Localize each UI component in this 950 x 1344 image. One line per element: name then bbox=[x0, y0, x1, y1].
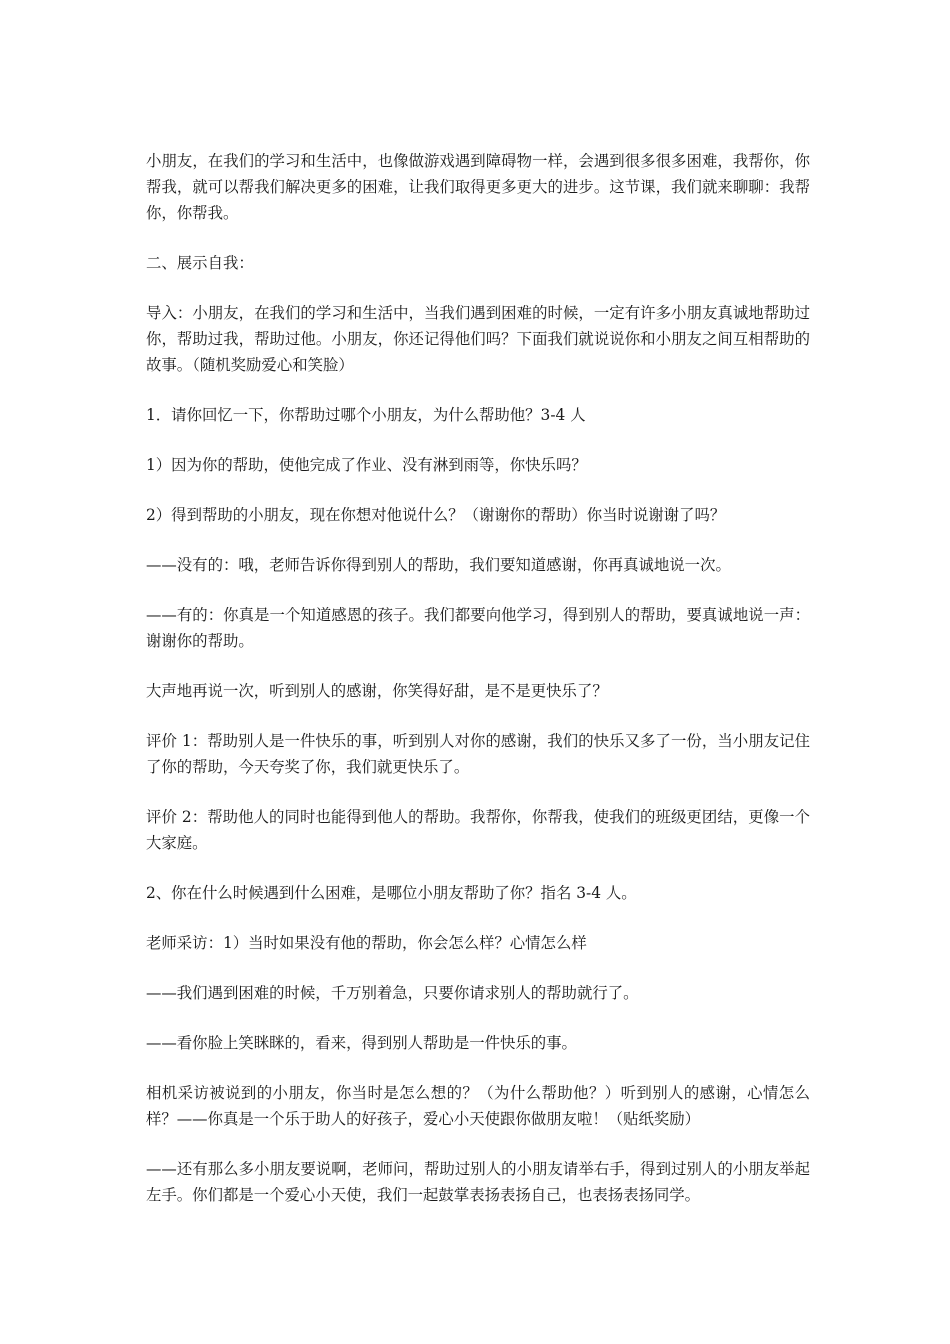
paragraph: ——没有的：哦，老师告诉你得到别人的帮助，我们要知道感谢，你再真诚地说一次。 bbox=[146, 556, 731, 574]
paragraph: 评价 2：帮助他人的同时也能得到他人的帮助。我帮你，你帮我，使我们的班级更团结，更像一个大家庭。 bbox=[146, 808, 810, 852]
paragraph: 1．请你回忆一下，你帮助过哪个小朋友，为什么帮助他？3-4 人 bbox=[146, 406, 586, 424]
paragraph: ——还有那么多小朋友要说啊，老师问，帮助过别人的小朋友请举右手，得到过别人的小朋友举起左手。你们都是一个爱心小天使，我们一起鼓掌表扬表扬自己，也表扬表扬同学。 bbox=[146, 1160, 810, 1204]
paragraph: 相机采访被说到的小朋友，你当时是怎么想的？（为什么帮助他？）听到别人的感谢，心情怎么样？——你真是一个乐于助人的好孩子，爱心小天使跟你做朋友啦！（贴纸奖励） bbox=[146, 1084, 810, 1128]
paragraph: ——看你脸上笑眯眯的，看来，得到别人帮助是一件快乐的事。 bbox=[146, 1034, 577, 1052]
paragraph: 大声地再说一次，听到别人的感谢，你笑得好甜，是不是更快乐了？ bbox=[146, 682, 608, 700]
paragraph: 导入：小朋友，在我们的学习和生活中，当我们遇到困难的时候，一定有许多小朋友真诚地帮助过你，帮助过我，帮助过他。小朋友，你还记得他们吗？下面我们就说说你和小朋友之间互相帮助的故事。（随机奖励爱心和笑脸） bbox=[146, 304, 810, 374]
paragraph: ——我们遇到困难的时候，千万别着急，只要你请求别人的帮助就行了。 bbox=[146, 984, 639, 1002]
paragraph: 评价 1：帮助别人是一件快乐的事，听到别人对你的感谢，我们的快乐又多了一份，当小朋友记住了你的帮助，今天夸奖了你，我们就更快乐了。 bbox=[146, 732, 810, 776]
document-body bbox=[146, 148, 810, 1232]
paragraph: ——有的：你真是一个知道感恩的孩子。我们都要向他学习，得到别人的帮助，要真诚地说一声：谢谢你的帮助。 bbox=[146, 606, 810, 650]
section-heading: 二、展示自我： bbox=[146, 254, 254, 272]
paragraph: 老师采访：1）当时如果没有他的帮助，你会怎么样？心情怎么样 bbox=[146, 934, 587, 952]
paragraph: 2、你在什么时候遇到什么困难，是哪位小朋友帮助了你？指名 3-4 人。 bbox=[146, 884, 637, 902]
paragraph: 2）得到帮助的小朋友，现在你想对他说什么？（谢谢你的帮助）你当时说谢谢了吗？ bbox=[146, 506, 726, 524]
paragraph: 1）因为你的帮助，使他完成了作业、没有淋到雨等，你快乐吗？ bbox=[146, 456, 587, 474]
paragraph-intro: 小朋友，在我们的学习和生活中，也像做游戏遇到障碍物一样，会遇到很多很多困难，我帮你，你帮我，就可以帮我们解决更多的困难，让我们取得更多更大的进步。这节课，我们就来聊聊：我帮你，你帮我。 bbox=[146, 152, 810, 222]
